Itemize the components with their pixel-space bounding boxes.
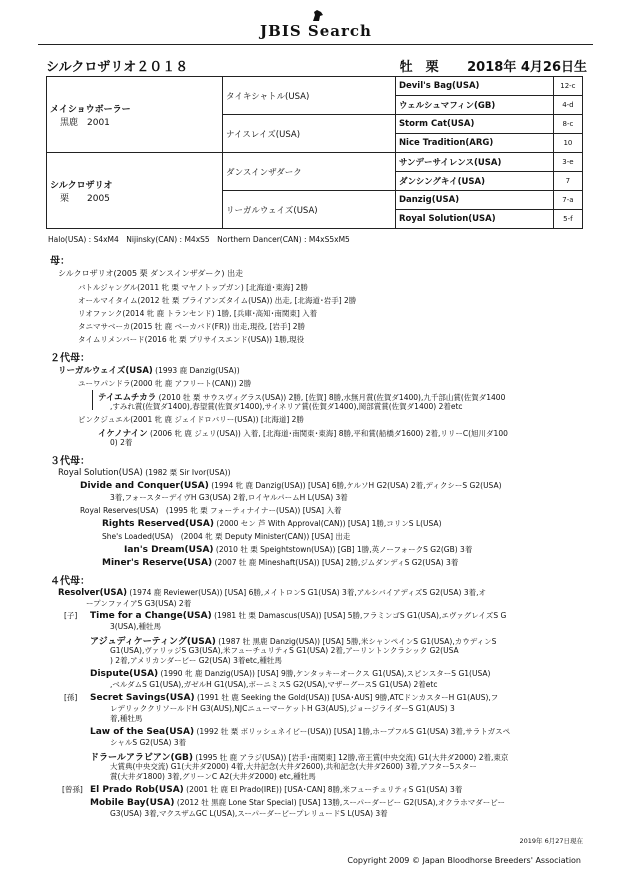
list-item: リオファンク(2014 牝 鹿 トランセンド) 1勝, [兵庫･高知･南関東] 入着 <box>78 309 318 318</box>
list-item: Royal Reserves(USA) (1995 牝 栗 フォーティナイナー(USA)) [USA] 入着 <box>80 506 342 515</box>
list-item: ピンクジュエル(2001 牝 鹿 ジェイドロバリー(USA)) [北海道] 2勝 <box>78 415 304 424</box>
horse-detail: (1981 牡 栗 Damascus(USA)) [USA] 5勝,フラミンゴS G1(USA),エヴァグレイズS G <box>214 611 507 620</box>
horse-name[interactable]: Mobile Bay(USA) <box>90 798 175 808</box>
horse-name[interactable]: Divide and Conquer(USA) <box>80 481 209 491</box>
list-item: タニマサベーカ(2015 牡 鹿 ベーカバド(FR)) 出走,現役, [岩手] 2勝 <box>78 322 306 331</box>
horse-detail: (2010 牡 栗 サウスヴィグラス(USA)) 2勝, [佐賀] 8勝,水無月賞(佐賀ダ1400),九千部山賞(佐賀ダ1400 <box>158 393 506 402</box>
generation-tag: [子] <box>64 611 78 620</box>
section-fourth-dam: ４代母： <box>50 576 90 587</box>
horse-detail: (1995 牡 鹿 アラジ(USA)) [岩手･南関東] 12勝,帝王賞(中央交流) G1(大井ダ2000) 2着,東京 <box>195 753 509 762</box>
horse-name[interactable]: El Prado Rob(USA) <box>90 785 184 795</box>
horse-detail: (2006 牝 鹿 ジェリ(USA)) 入着, [北海道･南関東･東海] 8勝,平和賞(船橋ダ1600) 2着,リリーC(旭川ダ100 <box>150 429 508 438</box>
horse-name[interactable]: ドラールアラビアン(GB) <box>90 753 193 763</box>
horse-name[interactable]: Rights Reserved(USA) <box>102 519 214 529</box>
gen3-1[interactable]: Devil's Bag(USA) <box>395 77 553 96</box>
horse-name[interactable]: Secret Savings(USA) <box>90 693 195 703</box>
list-item: ープンファイアS G3(USA) 2着 <box>86 599 192 608</box>
horse-name[interactable]: Dispute(USA) <box>90 669 159 679</box>
dam-cell[interactable] <box>47 153 223 229</box>
sire-name: メイショウボーラー <box>50 104 131 115</box>
horse-name[interactable]: テイエムチカラ <box>98 393 157 403</box>
horse-detail: (2010 牡 栗 Speightstown(USA)) [GB] 1勝,英ノーフォークS G2(GB) 3着 <box>215 545 473 554</box>
horse-name[interactable]: Resolver(USA) <box>58 588 127 598</box>
list-item: ) 2着,アメリカンダービー G2(USA) 3着etc,種牡馬 <box>110 656 282 665</box>
pedigree-table <box>46 76 583 229</box>
list-item: レデリッククリソールドH G3(AUS),NJCニューマーケットH G3(AUS),ジョージライダーS G1(AUS) 3 <box>110 704 455 713</box>
list-item: シャルS G2(USA) 3着 <box>110 738 187 747</box>
list-item: 0) 2着 <box>110 438 133 447</box>
dam-info: 栗 2005 <box>60 193 110 204</box>
horse-name[interactable]: アジュディケーティング(USA) <box>90 637 216 647</box>
horse-sex-color: 牡 栗 <box>399 60 439 75</box>
logo-text: JBIS Search <box>260 22 372 40</box>
family-num-2: 4-d <box>553 96 582 115</box>
horse-header <box>40 52 587 74</box>
list-item: 3着,フォースターデイヴH G3(USA) 2着,ロイヤルパームH L(USA) 3着 <box>110 493 348 502</box>
horse-name[interactable]: イケノナイン <box>98 429 148 439</box>
horse-detail: (1982 栗 Sir Ivor(USA)) <box>145 468 231 477</box>
header-divider <box>38 44 593 45</box>
sire-sire[interactable]: タイキシャトル(USA) <box>222 77 395 115</box>
list-item: She's Loaded(USA) (2004 牝 栗 Deputy Minister(CAN)) [USA] 出走 <box>102 532 351 541</box>
list-item <box>102 557 458 568</box>
list-item: ,ベルダムS G1(USA),ガゼルH G1(USA),ボーニミスS G2(USA),マザーグースS G1(USA) 2着etc <box>110 680 438 689</box>
gen3-3[interactable]: Storm Cat(USA) <box>395 115 553 134</box>
horse-meta <box>376 56 587 75</box>
family-num-8: 5-f <box>553 210 582 229</box>
list-item: シルクロザリオ(2005 栗 ダンスインザダーク) 出走 <box>58 269 244 278</box>
horse-detail: (1990 牝 鹿 Danzig(USA)) [USA] 9勝,ケンタッキーオークス G1(USA),スピンスターS G1(USA) <box>160 669 491 678</box>
sire-info: 黒鹿 2001 <box>60 117 110 128</box>
horse-name: シルクロザリオ２０１８ <box>46 60 189 75</box>
gen3-6[interactable]: ダンシングキイ(USA) <box>395 172 553 191</box>
dam-dam[interactable]: リーガルウェイズ(USA) <box>222 191 395 229</box>
horse-name[interactable]: Royal Solution(USA) <box>58 468 143 478</box>
list-item: オールマイタイム(2012 牡 栗 ブライアンズタイム(USA)) 出走, [北海道･岩手] 2勝 <box>78 296 357 305</box>
list-item: 3(USA),種牡馬 <box>110 622 162 631</box>
horse-detail: (1987 牡 黒鹿 Danzig(USA)) [USA] 5勝,米シャンペインS G1(USA),カウディンS <box>218 637 497 646</box>
list-item: G1(USA),ヴァリッジS G3(USA),米フューチュリティS G1(USA) 2着,アーリントンクラシック G2(USA <box>110 646 459 655</box>
sire-cell[interactable] <box>47 77 223 153</box>
horse-name[interactable]: Law of the Sea(USA) <box>90 727 195 737</box>
horse-detail: (2001 牡 鹿 El Prado(IRE)) [USA･CAN] 8勝,米フューチュリティS G1(USA) 3着 <box>186 785 463 794</box>
sire-dam[interactable]: ナイスレイズ(USA) <box>222 115 395 153</box>
horse-detail: (1993 鹿 Danzig(USA)) <box>155 366 240 375</box>
family-num-3: 8-c <box>553 115 582 134</box>
horse-name[interactable]: リーガルウェイズ(USA) <box>58 366 153 376</box>
family-num-7: 7-a <box>553 191 582 210</box>
dam-sire[interactable]: ダンスインザダーク <box>222 153 395 191</box>
list-item: G3(USA) 3着,マクスザムGC L(USA),スーパーダービープレリュードS L(USA) 3着 <box>110 809 388 818</box>
horse-head-icon <box>310 10 324 22</box>
section-third-dam: ３代母： <box>50 456 90 467</box>
list-item <box>80 480 502 491</box>
list-item <box>58 467 231 478</box>
copyright: Copyright 2009 © Japan Bloodhorse Breeders' Association <box>347 856 581 865</box>
list-item <box>90 726 510 737</box>
gen3-4[interactable]: Nice Tradition(ARG) <box>395 134 553 153</box>
family-num-4: 10 <box>553 134 582 153</box>
list-item <box>90 784 462 795</box>
list-item: ユーワパンドラ(2000 牝 鹿 アフリート(CAN)) 2勝 <box>78 379 252 388</box>
family-num-1: 12-c <box>553 77 582 96</box>
horse-name[interactable]: Miner's Reserve(USA) <box>102 558 213 568</box>
list-item: 着,種牡馬 <box>110 714 143 723</box>
as-of-date: 2019年 6月27日現在 <box>519 837 583 845</box>
list-item: 大賞典(中央交流) G1(大井ダ2000) 4着,大井記念(大井ダ2600),共和記念(大井ダ2600) 3着,アフター5スター <box>110 762 477 771</box>
list-item <box>90 668 490 679</box>
gen3-7[interactable]: Danzig(USA) <box>395 191 553 210</box>
horse-name[interactable]: Time for a Change(USA) <box>90 611 212 621</box>
list-item <box>90 692 498 703</box>
horse-detail: (2007 牡 鹿 Mineshaft(USA)) [USA] 2勝,ジムダンディS G2(USA) 3着 <box>214 558 459 567</box>
list-item: 賞(大井ダ1800) 3着,グリーンC A2(大井ダ2000) etc,種牡馬 <box>110 772 316 781</box>
horse-birth: 2018年 4月26日生 <box>467 60 587 75</box>
horse-detail: (1992 牡 栗 ボリッシュネイビー(USA)) [USA] 1勝,ホープフルS G1(USA) 3着,サラトガスペ <box>196 727 511 736</box>
list-item <box>124 544 472 555</box>
section-dam: 母： <box>50 256 70 267</box>
list-item <box>98 427 508 439</box>
horse-detail: (2000 セン 芦 With Approval(CAN)) [USA] 1勝,コリンS L(USA) <box>216 519 442 528</box>
list-item: バトルジャングル(2011 牝 栗 マヤノトップガン) [北海道･東海] 2勝 <box>78 283 308 292</box>
dam-name: シルクロザリオ <box>50 180 113 191</box>
generation-tag: [曾孫] <box>62 785 83 794</box>
descendant-bracket <box>92 390 93 410</box>
generation-tag: [孫] <box>64 693 78 702</box>
horse-detail: (1994 牝 鹿 Danzig(USA)) [USA] 6勝,ケルソH G2(USA) 2着,ディクシーS G2(USA) <box>211 481 502 490</box>
horse-detail: (2012 牡 黒鹿 Lone Star Special) [USA] 13勝,スーパーダービー G2(USA),オクラホマダービー <box>176 798 505 807</box>
section-second-dam: ２代母： <box>50 353 90 364</box>
list-item <box>58 364 240 376</box>
list-item <box>58 587 486 598</box>
horse-detail: (1991 牡 鹿 Seeking the Gold(USA)) [USA･AUS] 9勝,ATCドンカスターH G1(AUS),フ <box>197 693 499 702</box>
horse-detail: (1974 鹿 Reviewer(USA)) [USA] 6勝,メイトロンS G1(USA) 3着,アルシバイアディズS G2(USA) 3着,オ <box>129 588 487 597</box>
family-num-6: 7 <box>553 172 582 191</box>
inbreeding-info: Halo(USA) : S4xM4 Nijinsky(CAN) : M4xS5 Northern Dancer(CAN) : M4xS5xM5 <box>48 235 350 244</box>
list-item <box>90 610 506 621</box>
jbis-logo <box>256 10 376 42</box>
gen3-5[interactable]: サンデーサイレンス(USA) <box>395 153 553 172</box>
family-num-5: 3-e <box>553 153 582 172</box>
list-item <box>102 518 442 529</box>
list-item <box>90 797 505 808</box>
list-item: タイムリメンバード(2016 牝 栗 プリサイスエンド(USA)) 1勝,現役 <box>78 335 305 344</box>
list-item: ,すみれ賞(佐賀ダ1400),春望賞(佐賀ダ1400),サイネリア賞(佐賀ダ1400),岡部賞賞(佐賀ダ1400) 2着etc <box>110 402 463 411</box>
gen3-8[interactable]: Royal Solution(USA) <box>395 210 553 229</box>
horse-name[interactable]: Ian's Dream(USA) <box>124 545 214 555</box>
gen3-2[interactable]: ウェルシュマフィン(GB) <box>395 96 553 115</box>
